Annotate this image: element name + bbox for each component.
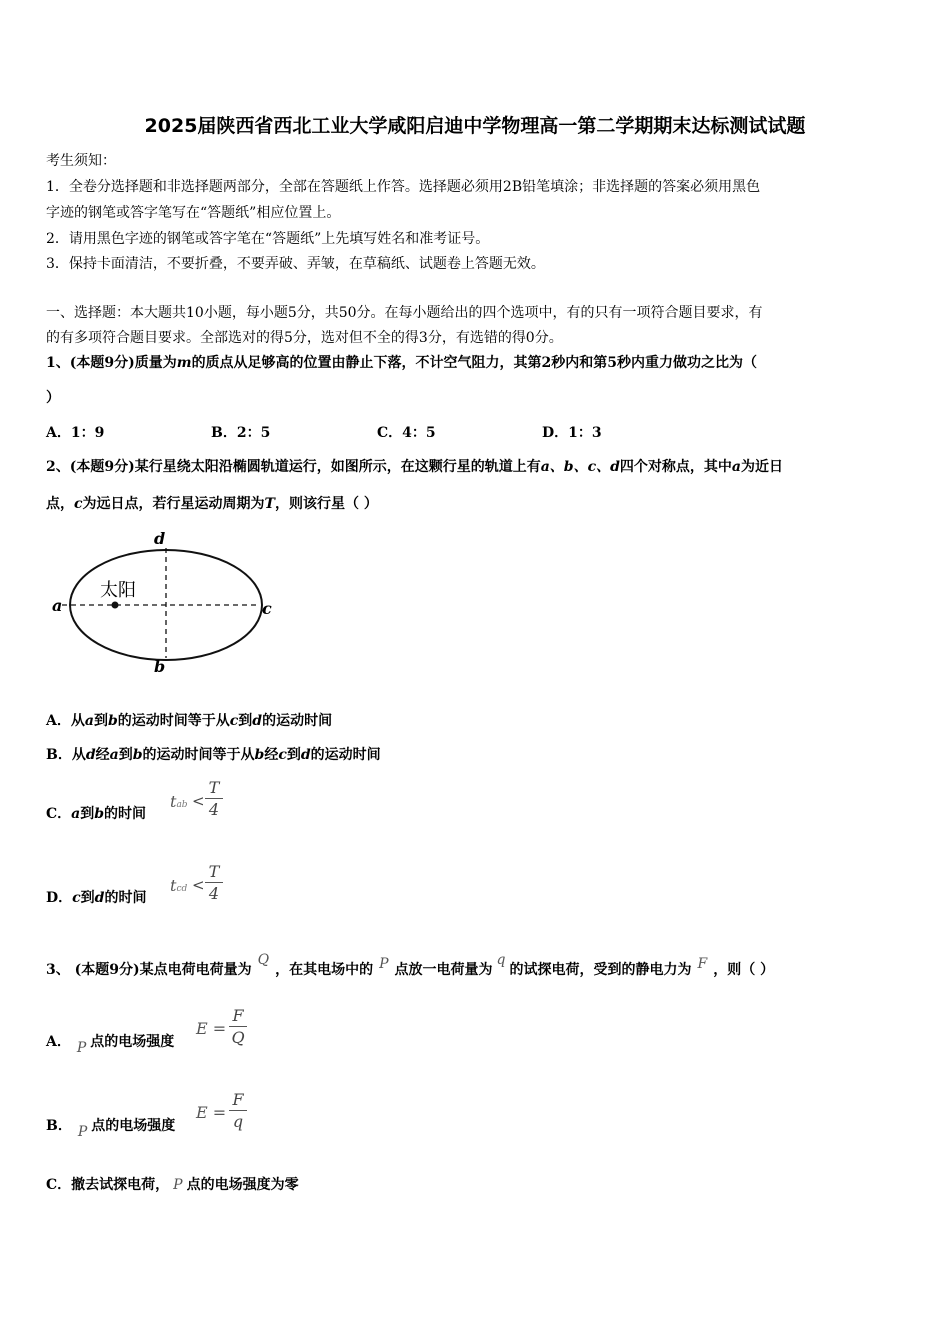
orbit-figure <box>40 526 290 682</box>
notice-line-1: 1．全卷分选择题和非选择题两部分，全部在答题纸上作答。选择题必须用2B铅笔填涂；非选择题的答案必须用黑色 <box>46 179 761 195</box>
section-intro-line-2: 的有多项符合题目要求。全部选对的得5分，选对但不全的得3分，有选错的得0分。 <box>46 330 563 346</box>
sun-dot <box>112 602 119 609</box>
q3-b-e-equals: E = <box>196 1103 227 1122</box>
q2-stem-line-2: 点，c为远日点，若行星运动周期为T，则该行星（ ） <box>46 496 378 512</box>
point-c-label: c <box>262 599 272 618</box>
q2-option-a[interactable]: A．从a到b的运动时间等于从c到d的运动时间 <box>46 713 333 729</box>
q2-option-d[interactable]: D．c到d的时间 <box>46 890 147 906</box>
q3-a-e-equals: E = <box>196 1019 227 1038</box>
q2-stem-line-1: 2、(本题9分)某行星绕太阳沿椭圆轨道运行，如图所示，在这颗行星的轨道上有a、b、c、d四个对称点，其中a为近日 <box>46 459 783 475</box>
point-a-label: a <box>52 596 63 615</box>
q2-d-fraction: T 4 <box>205 862 223 906</box>
q3-stem: 3、 (本题9分)某点电荷电荷量为Q，在其电场中的 P 点放一电荷量为q的试探电荷，受到的静电力为 F ，则（ ） <box>46 952 775 978</box>
q3-b-fraction: F q <box>229 1090 247 1136</box>
q2-option-b[interactable]: B．从d经a到b的运动时间等于从b经c到d的运动时间 <box>46 747 381 763</box>
q3-a-fraction: F Q <box>229 1006 247 1052</box>
notice-line-4: 3．保持卡面清洁，不要折叠，不要弄破、弄皱，在草稿纸、试题卷上答题无效。 <box>46 256 545 272</box>
point-b-label: b <box>154 657 166 676</box>
q1-stem: 1、(本题9分)质量为m的质点从足够高的位置由静止下落，不计空气阻力，其第2秒内和第5秒内重力做功之比为（ <box>46 355 758 371</box>
notice-heading: 考生须知： <box>46 153 116 169</box>
point-d-label: d <box>154 529 166 548</box>
q3-option-b[interactable]: B． P 点的电场强度 <box>46 1118 176 1140</box>
q2-c-less-than: < <box>192 792 205 810</box>
page-title: 2025届陕西省西北工业大学咸阳启迪中学物理高一第二学期期末达标测试试题 <box>144 115 806 137</box>
q3-option-a[interactable]: A． P 点的电场强度 <box>46 1034 175 1056</box>
q2-d-less-than: < <box>192 876 205 894</box>
notice-line-3: 2．请用黑色字迹的钢笔或答字笔在“答题纸”上先填写姓名和准考证号。 <box>46 231 490 247</box>
q1-option-a[interactable]: A．1：9 <box>46 425 105 441</box>
section-intro-line-1: 一、选择题：本大题共10小题，每小题5分，共50分。在每小题给出的四个选项中，有的只有一项符合题目要求，有 <box>46 305 763 321</box>
q3-option-c[interactable]: C．撤去试探电荷， P 点的电场强度为零 <box>46 1177 299 1193</box>
q2-c-time-symbol: tab <box>170 792 188 811</box>
q1-option-c[interactable]: C．4：5 <box>377 425 436 441</box>
sun-label: 太阳 <box>100 580 136 601</box>
q2-d-time-symbol: tcd <box>170 876 188 895</box>
q1-option-b[interactable]: B．2：5 <box>211 425 271 441</box>
q1-stem-close: ） <box>46 390 60 406</box>
q2-c-fraction: T 4 <box>205 778 223 822</box>
q2-option-c[interactable]: C．a到b的时间 <box>46 806 147 822</box>
notice-line-2: 字迹的钢笔或答字笔写在“答题纸”相应位置上。 <box>46 205 341 221</box>
q1-option-d[interactable]: D．1：3 <box>542 425 602 441</box>
